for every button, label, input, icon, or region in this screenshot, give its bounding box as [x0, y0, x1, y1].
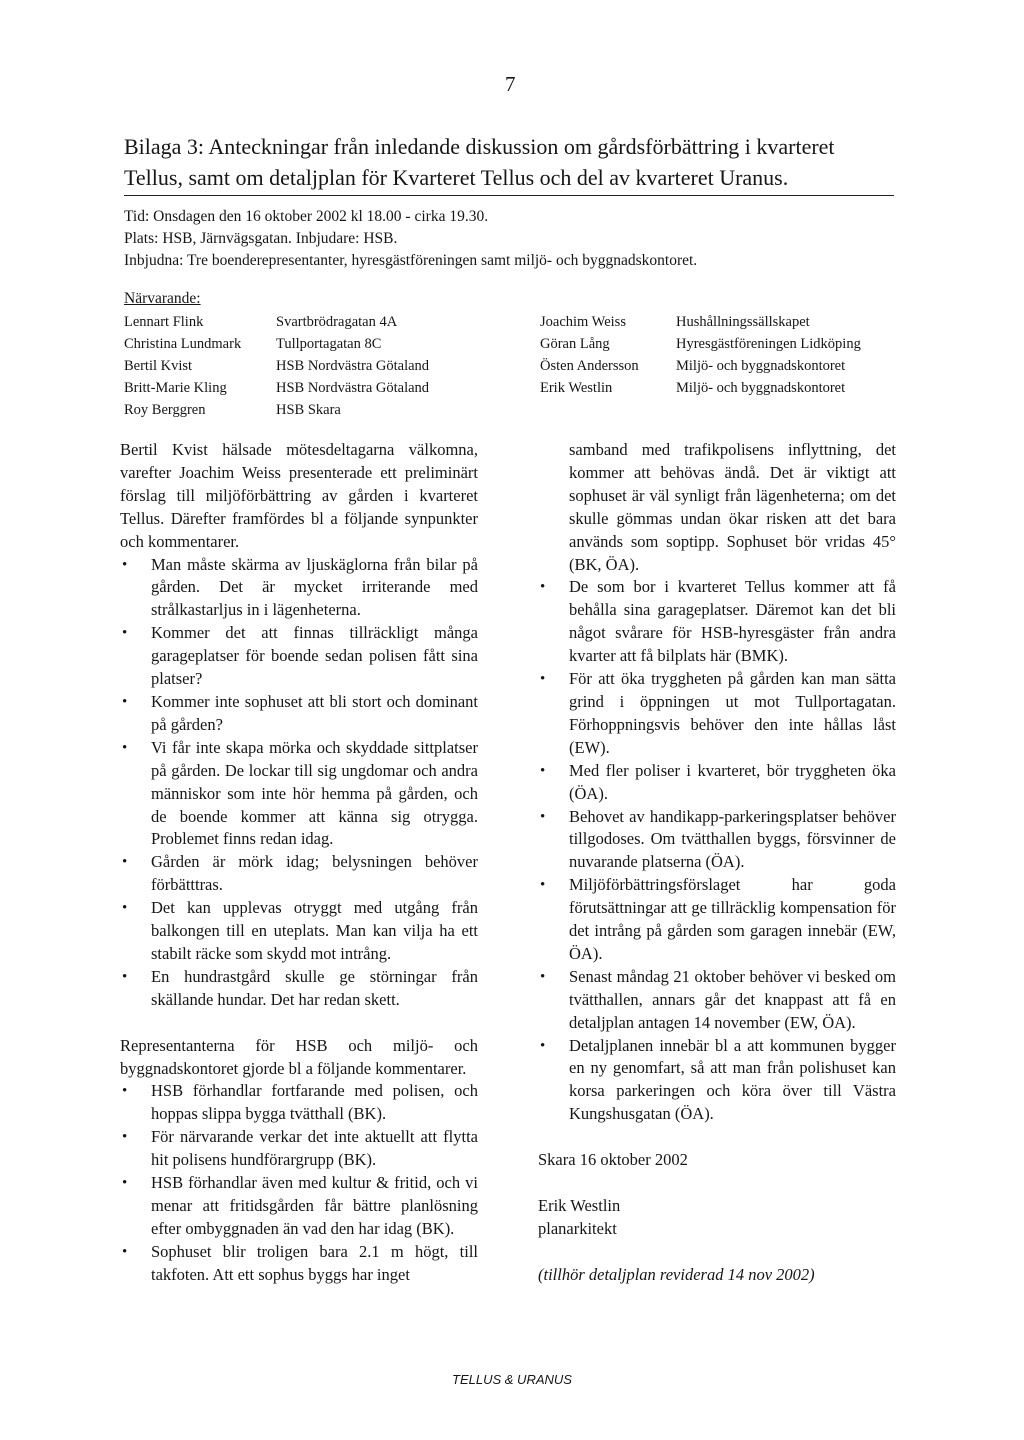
meeting-invited: Inbjudna: Tre boenderepresentanter, hyresgästföreningen samt miljö- och byggnadskontoret.: [124, 252, 698, 269]
attendee-org: Miljö- och byggnadskontoret: [676, 380, 846, 396]
list-item: • För närvarande verkar det inte aktuellt att flytta hit polisens hundförargrupp (BK).: [120, 1126, 478, 1172]
page-number: 7: [505, 72, 516, 96]
attendee-name: Östen Andersson: [540, 358, 639, 374]
attendee-row: [540, 377, 861, 399]
list-item: • Behovet av handikapp-parkeringsplatser behöver tillgodoses. Om tvätthallen byggs, försvinner de nuvarande platserna (ÖA).: [538, 806, 896, 875]
list-item: • Detaljplanen innebär bl a att kommunen bygger en ny genomfart, så att man från polishuset kan korsa parkeringen och köra över till Västra Kungshusgatan (ÖA).: [538, 1035, 896, 1127]
meeting-info: [124, 206, 924, 272]
attendee-row: [124, 377, 429, 399]
list-item: • De som bor i kvarteret Tellus kommer att få behålla sina garageplatser. Däremot kan det bli något svårare för HSB-hyresgäster från andra kvarter att få bilplats här (BMK).: [538, 576, 896, 668]
attendee-name: Göran Lång: [540, 336, 610, 352]
attendee-org: HSB Nordvästra Götaland: [276, 358, 430, 374]
attendee-name: Christina Lundmark: [124, 336, 242, 352]
attendee-org: Hushållningssällskapet: [676, 314, 810, 330]
meeting-place: Plats: HSB, Järnvägsgatan. Inbjudare: HSB.: [124, 230, 398, 247]
list-item: • För att öka tryggheten på gården kan man sätta grind i öppningen ut mot Tullportagatan. Förhoppningsvis behöver den inte hållas låst (EW).: [538, 668, 896, 760]
attendee-row: [124, 399, 429, 421]
attendees-left-list: [124, 311, 429, 421]
attendees-right-list: [540, 311, 861, 399]
right-comments-list: [538, 576, 896, 1126]
attendees-heading: Närvarande:: [124, 290, 201, 307]
attendee-name: Lennart Flink: [124, 314, 204, 330]
attendee-org: Miljö- och byggnadskontoret: [676, 358, 846, 374]
list-item: • Kommer inte sophuset att bli stort och dominant på gården?: [120, 691, 478, 737]
list-item: • Vi får inte skapa mörka och skyddade sittplatser på gården. De lockar till sig ungdomar och andra människor som inte hör hemma på gården, och de boende kommer att känna sig otrygga. Problemet finns redan idag.: [120, 737, 478, 852]
signer-title: planarkitekt: [538, 1219, 617, 1238]
attendee-org: Tullportagatan 8C: [276, 336, 382, 352]
attendee-row: [540, 333, 861, 355]
list-item: • HSB förhandlar fortfarande med polisen, och hoppas slippa bygga tvätthall (BK).: [120, 1080, 478, 1126]
attendee-org: HSB Nordvästra Götaland: [276, 380, 430, 396]
left-column: [120, 439, 478, 1287]
list-item: • En hundrastgård skulle ge störningar från skällande hundar. Det har redan skett.: [120, 966, 478, 1012]
document-title: Bilaga 3: Anteckningar från inledande diskussion om gårdsförbättring i kvarteret Tellus, samt om detaljplan för Kvarteret Tellus och del av kvarteret Uranus.: [124, 131, 894, 196]
list-item: • HSB förhandlar även med kultur & fritid, och vi menar att fritidsgården får bättre planlösning efter ombyggnaden än vad den har idag (BK).: [120, 1172, 478, 1241]
list-item: • Det kan upplevas otryggt med utgång från balkongen till en uteplats. Man kan vilja ha ett stabilt räcke som skydd mot intrång.: [120, 897, 478, 966]
continued-paragraph: samband med trafikpolisens inflyttning, det kommer att behövas ändå. Det är viktigt att sophuset är väl synligt från lägenheterna; om det skulle gömmas undan ökar risken att det bara används som soptipp. Sophuset bör vridas 45° (BK, ÖA).: [569, 440, 896, 574]
attendee-name: Roy Berggren: [124, 402, 206, 418]
list-item: • Sophuset blir troligen bara 2.1 m högt, till takfoten. Att ett sophus byggs har inget: [120, 1241, 478, 1287]
attendee-row: [124, 311, 429, 333]
meeting-time: Tid: Onsdagen den 16 oktober 2002 kl 18.00 - cirka 19.30.: [124, 208, 489, 225]
list-item: • Gården är mörk idag; belysningen behöver förbätttras.: [120, 851, 478, 897]
list-item: • Miljöförbättringsförslaget har goda förutsättningar att ge tillräcklig kompensation för det intrång på gården som garagen innebär (EW, ÖA).: [538, 874, 896, 966]
attendee-name: Bertil Kvist: [124, 358, 193, 374]
signer-name: Erik Westlin: [538, 1196, 621, 1216]
attendee-name: Erik Westlin: [540, 380, 613, 396]
list-item: • Senast måndag 21 oktober behöver vi besked om tvätthallen, annars går det knappast att få en detaljplan antagen 14 november (EW, ÖA).: [538, 966, 896, 1035]
right-column: [538, 439, 896, 1287]
attendee-row: [124, 333, 429, 355]
revision-note: (tillhör detaljplan reviderad 14 nov 2002): [538, 1264, 815, 1284]
attendee-row: [540, 355, 861, 377]
list-item: • Man måste skärma av ljuskäglorna från bilar på gården. Det är mycket irriterande med strålkastarljus in i lägenheterna.: [120, 554, 478, 623]
resident-comments-list: [120, 554, 478, 1012]
attendee-name: Joachim Weiss: [540, 314, 626, 330]
attendee-org: Svartbrödragatan 4A: [276, 314, 398, 330]
list-item: • Med fler poliser i kvarteret, bör tryggheten öka (ÖA).: [538, 760, 896, 806]
list-item: • Kommer det att finnas tillräckligt många garageplatser för boende sedan polisen fått sina platser?: [120, 622, 478, 691]
representatives-paragraph: Representanterna för HSB och miljö- och byggnadskontoret gjorde bl a följande kommentarer.: [120, 1035, 478, 1078]
attendee-row: [124, 355, 429, 377]
attendee-org: Hyresgästföreningen Lidköping: [676, 336, 861, 352]
place-date: Skara 16 oktober 2002: [538, 1150, 688, 1170]
intro-paragraph: Bertil Kvist hälsade mötesdeltagarna välkomna, varefter Joachim Weiss presenterade ett preliminärt förslag till miljöförbättring av gården i kvarteret Tellus. Därefter framfördes bl a följande synpunkter och kommentarer.: [120, 440, 478, 551]
attendee-org: HSB Skara: [276, 402, 341, 418]
page-footer: TELLUS & URANUS: [452, 1372, 572, 1387]
attendee-row: [540, 311, 861, 333]
attendee-name: Britt-Marie Kling: [124, 380, 227, 396]
representative-comments-list: [120, 1080, 478, 1286]
